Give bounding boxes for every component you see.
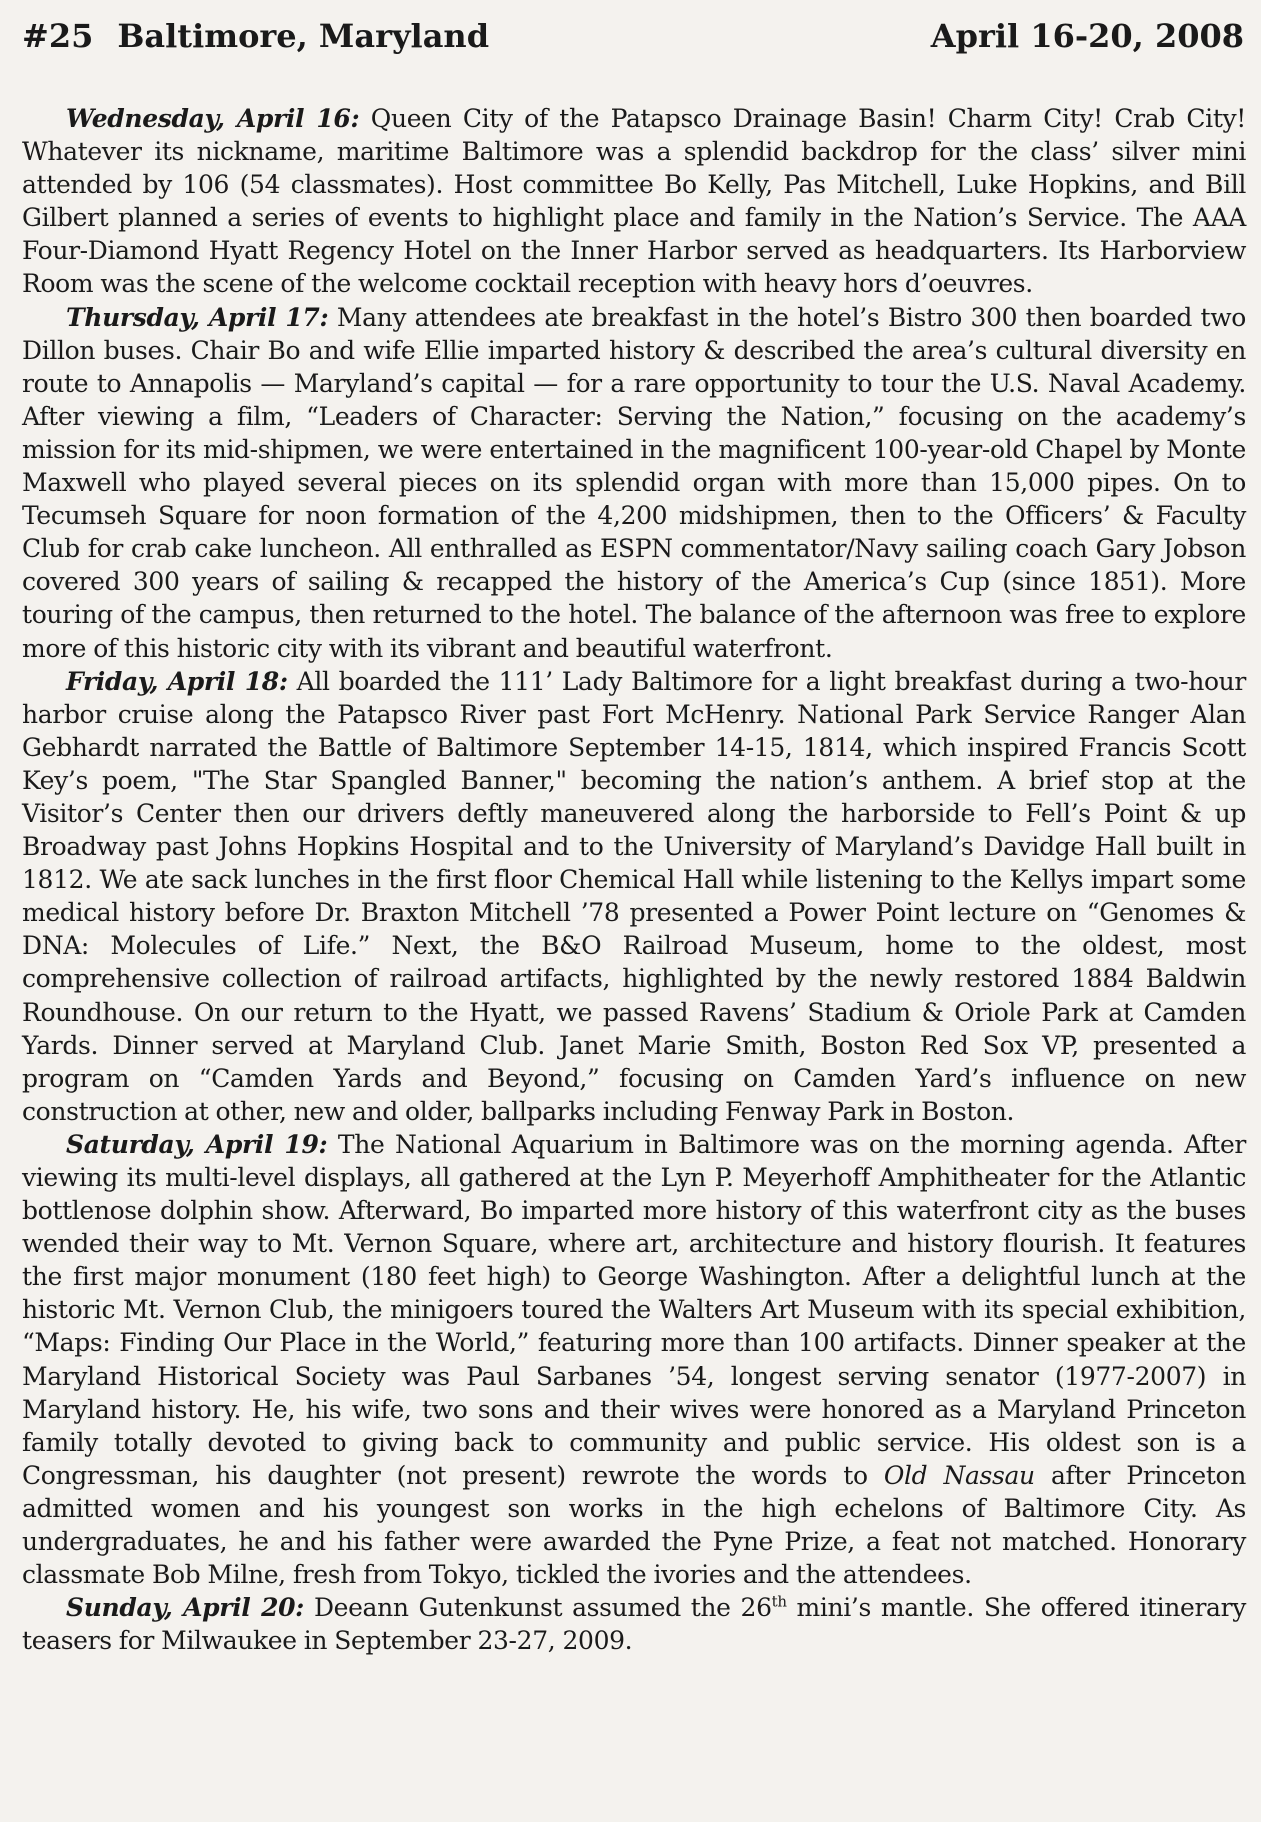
entry-number: #25 (22, 17, 94, 55)
paragraph-text-continued: after Princeton admitted women and his youngest son works in the high echelons of Baltimore City. As undergraduates, he and his father were awarded the Pyne Prize, a feat not matched. Honorary classmate Bob Milne, fresh from Tokyo, tickled the ivories and the attendees. (22, 1460, 1247, 1590)
paragraph-text: Many attendees ate breakfast in the hotel’s Bistro 300 then boarded two Dillon buses. Chair Bo and wife Ellie imparted history & described the area’s cultural diversity en route to Annapolis — Maryland’s capital — for a rare opportunity to tour the U.S. Naval Academy. After viewing a film, “Leaders of Character: Serving the Nation,” focusing on the academy’s mission for its mid-shipmen, we were entertained in the magnificent 100-year-old Chapel by Monte Maxwell who played several pieces on its splendid organ with more than 15,000 pipes. On to Tecumseh Square for noon formation of the 4,200 midshipmen, then to the Officers’ & Faculty Club for crab cake luncheon. All enthralled as ESPN commentator/Navy sailing coach Gary Jobson covered 300 years of sailing & recapped the history of the America’s Cup (since 1851). More touring of the campus, then returned to the hotel. The balance of the afternoon was free to explore more of this historic city with its vibrant and beautiful waterfront. (22, 302, 1246, 663)
page-header (22, 12, 1246, 60)
day-heading: Friday, April 18: (66, 666, 288, 696)
entry-location: Baltimore, Maryland (117, 17, 490, 55)
paragraph-text: Deeann Gutenkunst assumed the 26 (304, 1593, 772, 1623)
day-heading: Saturday, April 19: (66, 1129, 328, 1159)
document-page (22, 12, 1246, 1657)
paragraph-thursday (22, 301, 1246, 665)
paragraph-text: All boarded the 111’ Lady Baltimore for a light breakfast during a two-hour harbor cruise along the Patapsco River past Fort McHenry. National Park Service Ranger Alan Gebhardt narrated the Battle of Baltimore September 14-15, 1814, which inspired Francis Scott Key’s poem, "The Star Spangled Banner," becoming the nation’s anthem. A brief stop at the Visitor’s Center then our drivers deftly maneuvered along the harborside to Fell’s Point & up Broadway past Johns Hopkins Hospital and to the University of Maryland’s Davidge Hall built in 1812. We ate sack lunches in the first floor Chemical Hall while listening to the Kellys impart some medical history before Dr. Braxton Mitchell ’78 presented a Power Point lecture on “Genomes & DNA: Molecules of Life.” Next, the B&O Railroad Museum, home to the oldest, most comprehensive collection of railroad artifacts, highlighted by the newly restored 1884 Baldwin Roundhouse. On our return to the Hyatt, we passed Ravens’ Stadium & Oriole Park at Camden Yards. Dinner served at Maryland Club. Janet Marie Smith, Boston Red Sox VP, presented a program on “Camden Yards and Beyond,” focusing on Camden Yard’s influence on new construction at other, new and older, ballparks including Fenway Park in Boston. (22, 666, 1247, 1126)
article-body (22, 102, 1246, 1657)
ordinal-suffix: th (771, 1592, 787, 1611)
paragraph-saturday (22, 1128, 1246, 1591)
paragraph-wednesday (22, 102, 1246, 301)
day-heading: Sunday, April 20: (66, 1593, 305, 1623)
paragraph-sunday (22, 1591, 1246, 1657)
paragraph-text-continued: mini’s mantle. She offered itinerary teasers for Milwaukee in September 23-27, 2009. (22, 1593, 1246, 1656)
entry-dates: April 16-20, 2008 (930, 17, 1244, 55)
paragraph-text: Queen City of the Patapsco Drainage Basin! Charm City! Crab City! Whatever its nickname, maritime Baltimore was a splendid backdrop for the class’ silver mini attended by 106 (54 classmates). Host committee Bo Kelly, Pas Mitchell, Luke Hopkins, and Bill Gilbert planned a series of events to highlight place and family in the Nation’s Service. The AAA Four-Diamond Hyatt Regency Hotel on the Inner Harbor served as headquarters. Its Harborview Room was the scene of the welcome cocktail reception with heavy hors d’oeuvres. (22, 104, 1246, 299)
day-heading: Thursday, April 17: (66, 302, 329, 332)
paragraph-text: The National Aquarium in Baltimore was on the morning agenda. After viewing its multi-level displays, all gathered at the Lyn P. Meyerhoff Amphitheater for the Atlantic bottlenose dolphin show. Afterward, Bo imparted more history of this waterfront city as the buses wended their way to Mt. Vernon Square, where art, architecture and history flourish. It features the first major monument (180 feet high) to George Washington. After a delightful lunch at the historic Mt. Vernon Club, the minigoers toured the Walters Art Museum with its special exhibition, “Maps: Finding Our Place in the World,” featuring more than 100 artifacts. Dinner speaker at the Maryland Historical Society was Paul Sarbanes ’54, longest serving senator (1977-2007) in Maryland history. He, his wife, two sons and their wives were honored as a Maryland Princeton family totally devoted to giving back to community and public service. His oldest son is a Congressman, his daughter (not present) rewrote the words to (22, 1129, 1247, 1490)
song-title: Old Nassau (883, 1460, 1035, 1490)
paragraph-friday (22, 665, 1246, 1128)
day-heading: Wednesday, April 16: (66, 104, 360, 133)
